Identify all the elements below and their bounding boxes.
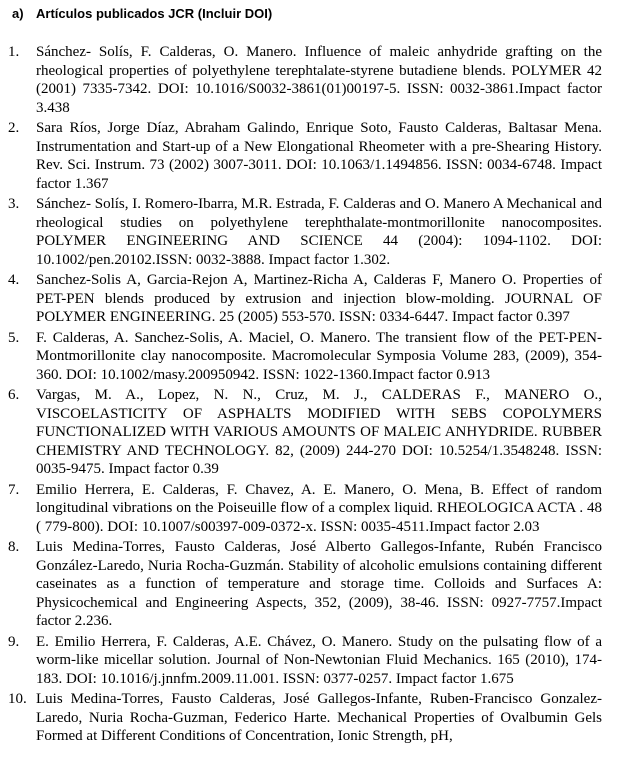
section-marker: a) [12,6,24,21]
section-title: Artículos publicados JCR (Incluir DOI) [36,6,273,21]
publication-text: Luis Medina-Torres, Fausto Calderas, José Alberto Gallegos-Infante, Rubén Francisco González-Laredo, Nuria Rocha-Guzmán. Stability of alcoholic emulsions containing different caseinates as a function of temperature and storage time. Colloids and Surfaces A: Physicochemical and Engineering Aspects, 352, (2009), 38-46. ISSN: 0927-7757.Impact factor 2.236. [36,539,602,629]
publication-item [0,538,628,631]
publication-text: Sara Ríos, Jorge Díaz, Abraham Galindo, Enrique Soto, Fausto Calderas, Baltasar Mena. Instrumentation and Start-up of a New Elongational Rheometer with a pre-Shearing History. Rev. Sci. Instrum. 73 (2002) 3007-3011. DOI: 10.1063/1.1494856. ISSN: 0034-6748. Impact factor 1.367 [36,120,602,192]
publication-text: E. Emilio Herrera, F. Calderas, A.E. Chávez, O. Manero. Study on the pulsating flow of a worm-like micellar solution. Journal of Non-Newtonian Fluid Mechanics. 165 (2010), 174-183. DOI: 10.1016/j.jnnfm.2009.11.001. ISSN: 0377-0257. Impact factor 1.675 [36,633,602,687]
publication-item [0,271,628,327]
publication-item [0,690,628,746]
publication-list [0,43,628,748]
publication-text: Luis Medina-Torres, Fausto Calderas, José Gallegos-Infante, Ruben-Francisco Gonzalez-Laredo, Nuria Rocha-Guzman, Federico Harte. Mechanical Properties of Ovalbumin Gels Formed at Different Conditions of Concentration, Ionic Strength, pH, [36,691,602,744]
section-heading [12,6,272,22]
publication-text: Sánchez- Solís, F. Calderas, O. Manero. Influence of maleic anhydride grafting on the rheological properties of polyethylene terephtalate-styrene butadiene blends. POLYMER 42 (2001) 7335-7342. DOI: 10.1016/S0032-3861(01)00197-5. ISSN: 0032-3861.Impact factor 3.438 [36,44,602,116]
publication-number: 6. [8,387,20,403]
publication-item [0,481,628,537]
publication-number: 1. [8,44,20,60]
publication-number: 7. [8,481,20,498]
publication-item [0,633,628,689]
publication-text: Sánchez- Solís, I. Romero-Ibarra, M.R. Estrada, F. Calderas and O. Manero A Mechanical and rheological studies on polyethylene terephthalate-montmorillonite nanocomposites. POLYMER ENGINEERING AND SCIENCE 44 (2004): 1094-1102. DOI: 10.1002/pen.20102.ISSN: 0032-3888. Impact factor 1.302. [36,196,602,268]
publication-number: 2. [8,120,20,136]
publication-text: F. Calderas, A. Sanchez-Solis, A. Maciel, O. Manero. The transient flow of the PET-PEN-Montmorillonite clay nanocomposite. Macromolecular Symposia Volume 283, (2009), 354-360. DOI: 10.1002/masy.200950942. ISSN: 1022-1360.Impact factor 0.913 [36,329,602,383]
publication-item [0,119,628,193]
publication-item [0,43,628,117]
publication-number: 3. [8,196,20,212]
publication-text: Vargas, M. A., Lopez, N. N., Cruz, M. J., CALDERAS F., MANERO O., VISCOELASTICITY OF ASPHALTS MODIFIED WITH SEBS COPOLYMERS FUNCTIONALIZED WITH VARIOUS AMOUNTS OF MALEIC ANHYDRIDE. RUBBER CHEMISTRY AND TECHNOLOGY. 82, (2009) 244-270 DOI: 10.5254/1.3548248. ISSN: 0035-9475. Impact factor 0.39 [36,387,602,477]
publication-text: Emilio Herrera, E. Calderas, F. Chavez, A. E. Manero, O. Mena, B. Effect of random longitudinal vibrations on the Poiseuille flow of a complex liquid. RHEOLOGICA ACTA . 48 ( 779-800). DOI: 10.1007/s00397-009-0372-x. ISSN: 0035-4511.Impact factor 2.03 [36,481,602,535]
publication-number: 5. [8,329,20,346]
publication-number: 4. [8,272,20,288]
publication-item [0,386,628,479]
publication-item [0,195,628,269]
publication-number: 10. [8,691,27,707]
publication-text: Sanchez-Solis A, Garcia-Rejon A, Martinez-Richa A, Calderas F, Manero O. Properties of PET-PEN blends produced by extrusion and injection blow-molding. JOURNAL OF POLYMER ENGINEERING. 25 (2005) 553-570. ISSN: 0334-6447. Impact factor 0.397 [36,272,602,325]
publication-item [0,329,628,385]
publication-number: 8. [8,539,20,555]
publication-number: 9. [8,633,20,650]
